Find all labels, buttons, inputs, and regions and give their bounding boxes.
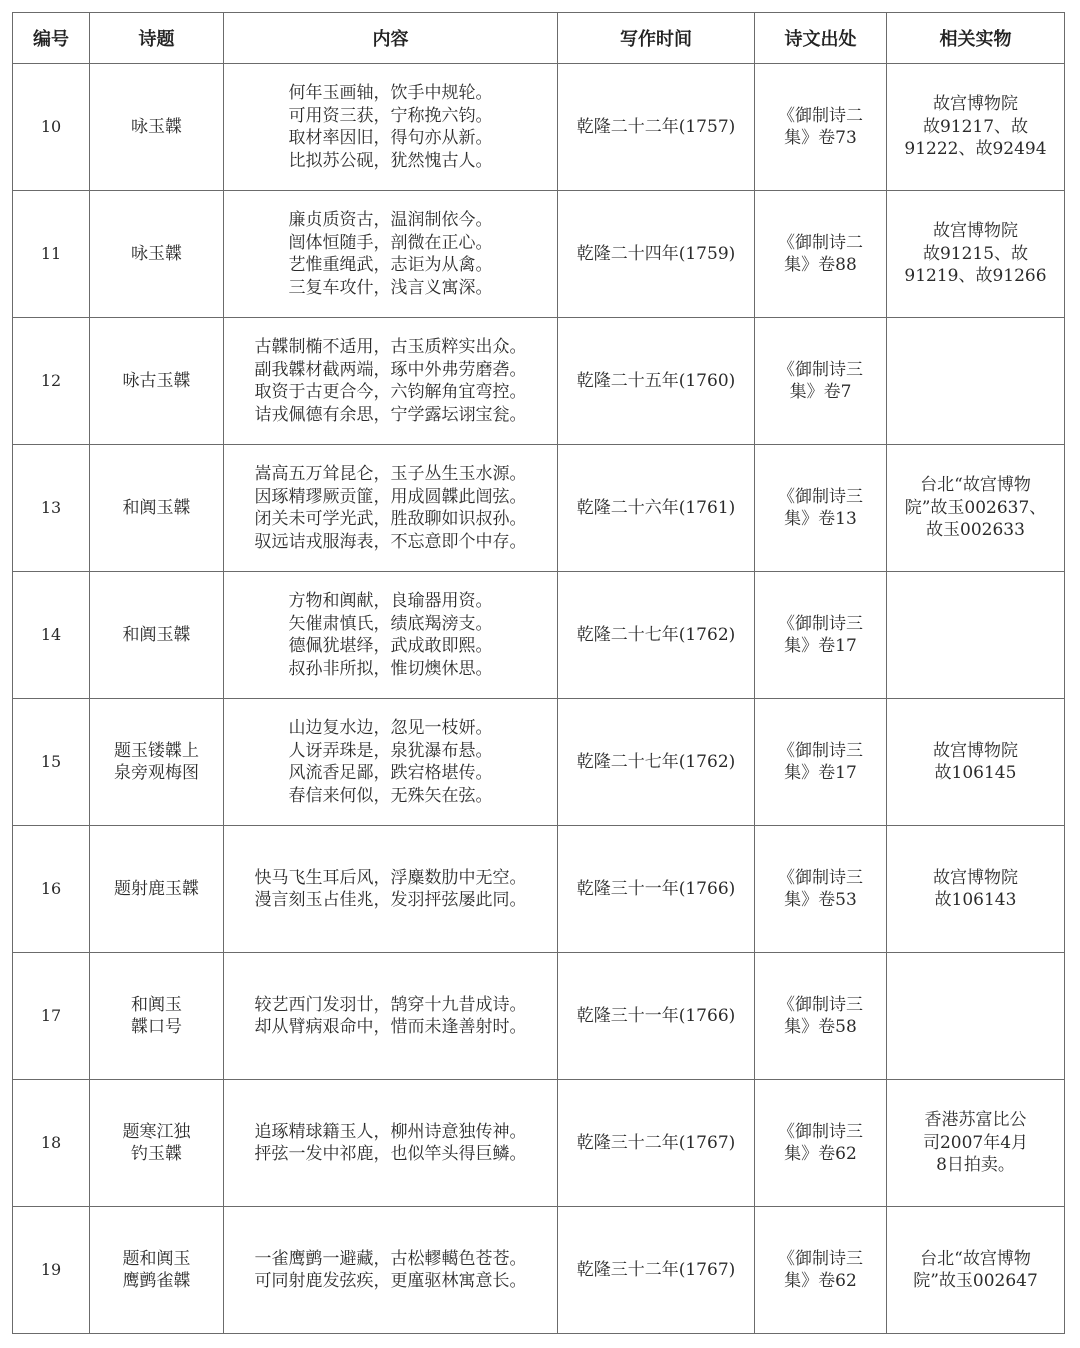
table-row (13, 1207, 1065, 1334)
writing-time-cell: 乾隆三十二年(1767) (558, 1080, 755, 1207)
related-artifact-cell (887, 191, 1065, 318)
artifact-line: 院”故玉002637、 (904, 497, 1047, 518)
artifact-line: 8日拍卖。 (936, 1155, 1015, 1176)
artifact-line: 故玉002633 (926, 520, 1025, 541)
table-row (13, 191, 1065, 318)
source-line: 集》卷88 (784, 255, 857, 275)
poem-title-cell (90, 826, 224, 953)
poem-content-line: 驭远诘戎服海表，不忘意即个中存。 (254, 531, 527, 552)
poem-title-cell (90, 1207, 224, 1334)
poem-content-line: 何年玉画轴，饮手中规轮。 (288, 83, 493, 103)
poem-content-cell (224, 699, 558, 826)
poem-table (12, 12, 1065, 1334)
poem-content-block (255, 336, 527, 426)
source-cell (755, 64, 887, 191)
row-number-cell: 15 (13, 699, 90, 826)
poem-content-block (289, 717, 493, 807)
writing-time-cell: 乾隆二十五年(1760) (558, 318, 755, 445)
source-line: 《御制诗三 (778, 613, 863, 634)
poem-content-line: 较艺西门发羽廿，鹄穿十九昔成诗。 (254, 994, 527, 1015)
source-cell (755, 699, 887, 826)
poem-content-line: 诘戎佩德有余思，宁学露坛诩宝瓮。 (254, 404, 527, 425)
header-related-artifact: 相关实物 (887, 13, 1065, 64)
artifact-line: 故106145 (934, 763, 1017, 783)
related-artifact-cell (887, 1080, 1065, 1207)
table-row (13, 445, 1065, 572)
source-cell (755, 953, 887, 1080)
source-line: 《御制诗三 (778, 359, 863, 380)
artifact-line: 故宫博物院 (933, 867, 1018, 888)
table-row (13, 318, 1065, 445)
poem-content-line: 可用资三获，宁称挽六钧。 (288, 105, 493, 126)
header-writing-time: 写作时间 (558, 13, 755, 64)
poem-content-line: 抨弦一发中祁鹿，也似竿头得巨鳞。 (254, 1144, 527, 1164)
source-line: 《御制诗二 (778, 232, 863, 253)
poem-content-line: 快马飞生耳后风，浮麋数肋中无空。 (254, 867, 527, 888)
poem-content-cell (224, 826, 558, 953)
artifact-line: 台北“故宫博物 (920, 1248, 1031, 1269)
poem-title-cell (90, 1080, 224, 1207)
row-number-cell: 19 (13, 1207, 90, 1334)
header-row (13, 13, 1065, 64)
writing-time-cell: 乾隆二十七年(1762) (558, 572, 755, 699)
poem-title-cell (90, 445, 224, 572)
row-number-cell: 12 (13, 318, 90, 445)
related-artifact-cell (887, 572, 1065, 699)
header-poem-title: 诗题 (90, 13, 224, 64)
poem-content-line: 取材率因旧，得句亦从新。 (288, 128, 493, 148)
poem-title-cell (90, 64, 224, 191)
poem-title-line: 和阗玉韘 (122, 624, 191, 645)
poem-content-line: 漫言刻玉占佳兆，发羽抨弦屡此同。 (254, 890, 527, 910)
poem-content-line: 取资于古更合今，六钧解角宜弯控。 (254, 382, 527, 402)
header-source: 诗文出处 (755, 13, 887, 64)
poem-title-line: 和阗玉韘 (122, 497, 191, 518)
poem-content-block (289, 82, 493, 172)
poem-content-cell (224, 191, 558, 318)
source-cell (755, 318, 887, 445)
poem-title-cell (90, 318, 224, 445)
poem-title-line: 和阗玉 (131, 994, 182, 1015)
poem-content-line: 矢催肃慎氏，绩底羯滂支。 (288, 613, 493, 634)
writing-time-cell: 乾隆三十二年(1767) (558, 1207, 755, 1334)
header-number: 编号 (13, 13, 90, 64)
source-line: 《御制诗三 (778, 867, 863, 888)
source-line: 集》卷62 (784, 1144, 857, 1164)
poem-content-block (289, 209, 493, 299)
poem-content-block (255, 867, 527, 912)
writing-time-cell: 乾隆三十一年(1766) (558, 826, 755, 953)
source-line: 集》卷58 (784, 1017, 857, 1037)
table-row (13, 1080, 1065, 1207)
table-row (13, 953, 1065, 1080)
header-content: 内容 (224, 13, 558, 64)
poem-title-line: 韘口号 (131, 1017, 182, 1037)
poem-content-line: 山边复水边，忽见一枝妍。 (288, 718, 493, 738)
source-cell (755, 191, 887, 318)
poem-title-line: 题寒江独 (122, 1121, 191, 1142)
poem-content-line: 叔孙非所拟，惟切燠休思。 (288, 658, 493, 679)
artifact-line: 故106143 (934, 890, 1017, 910)
table-body (13, 64, 1065, 1334)
writing-time-cell: 乾隆二十二年(1757) (558, 64, 755, 191)
related-artifact-cell (887, 826, 1065, 953)
artifact-line: 院”故玉002647 (913, 1271, 1038, 1291)
artifact-line: 91222、故92494 (904, 139, 1047, 160)
poem-title-line: 咏玉韘 (131, 116, 182, 137)
poem-title-cell (90, 572, 224, 699)
poem-content-cell (224, 953, 558, 1080)
poem-title-cell (90, 699, 224, 826)
poem-title-cell (90, 953, 224, 1080)
source-line: 《御制诗三 (778, 740, 863, 761)
poem-content-line: 方物和阗献，良瑜器用资。 (288, 591, 493, 611)
related-artifact-cell (887, 953, 1065, 1080)
artifact-line: 台北“故宫博物 (920, 475, 1031, 496)
poem-content-line: 嵩高五万耸昆仑，玉子丛生玉水源。 (254, 464, 527, 484)
row-number-cell: 13 (13, 445, 90, 572)
writing-time-cell: 乾隆二十四年(1759) (558, 191, 755, 318)
poem-content-line: 却从臂病艰命中，惜而未逢善射时。 (254, 1017, 527, 1037)
poem-title-line: 鹰鹯雀韘 (122, 1271, 191, 1291)
row-number-cell: 16 (13, 826, 90, 953)
source-cell (755, 1207, 887, 1334)
poem-title-line: 题玉镂韘上 (114, 740, 199, 761)
poem-content-cell (224, 318, 558, 445)
poem-content-line: 闭关未可学光武，胜敌聊如识叔孙。 (254, 509, 527, 529)
artifact-line: 故91217、故 (922, 116, 1029, 137)
row-number-cell: 14 (13, 572, 90, 699)
source-line: 集》卷17 (784, 763, 857, 783)
poem-title-line: 钓玉韘 (131, 1144, 182, 1164)
poem-title-line: 咏古玉韘 (122, 370, 191, 391)
source-line: 《御制诗三 (778, 1248, 863, 1269)
related-artifact-cell (887, 445, 1065, 572)
poem-content-line: 德佩犹堪绎，武成敢即熙。 (288, 636, 493, 656)
table-row (13, 699, 1065, 826)
artifact-line: 故91215、故 (922, 243, 1029, 264)
poem-content-cell (224, 64, 558, 191)
poem-content-cell (224, 572, 558, 699)
poem-content-cell (224, 1080, 558, 1207)
row-number-cell: 11 (13, 191, 90, 318)
table-header (13, 13, 1065, 64)
row-number-cell: 10 (13, 64, 90, 191)
poem-content-line: 春信来何似，无殊矢在弦。 (288, 785, 493, 806)
source-cell (755, 826, 887, 953)
poem-content-block (255, 1121, 527, 1166)
source-line: 《御制诗三 (778, 486, 863, 507)
poem-content-block (255, 994, 527, 1039)
poem-content-line: 因琢精璆厥贡篚，用成圆韘此闿弦。 (254, 486, 527, 507)
related-artifact-cell (887, 64, 1065, 191)
writing-time-cell: 乾隆二十六年(1761) (558, 445, 755, 572)
poem-content-line: 闿体恒随手，剖微在正心。 (288, 232, 493, 253)
poem-content-line: 风流香足鄙，跌宕格堪传。 (288, 763, 493, 783)
table-row (13, 64, 1065, 191)
poem-title-line: 题射鹿玉韘 (114, 878, 199, 899)
source-cell (755, 445, 887, 572)
poem-title-line: 泉旁观梅图 (114, 763, 199, 783)
source-line: 集》卷17 (784, 636, 857, 656)
poem-content-block (255, 1248, 527, 1293)
artifact-line: 故宫博物院 (933, 740, 1018, 761)
poem-content-line: 艺惟重绳武，志讵为从禽。 (288, 255, 493, 275)
source-line: 集》卷13 (784, 509, 857, 529)
poem-content-line: 副我韘材截两端，琢中外弗劳磨砻。 (254, 359, 527, 380)
source-line: 《御制诗二 (778, 105, 863, 126)
writing-time-cell: 乾隆三十一年(1766) (558, 953, 755, 1080)
poem-content-line: 一雀鹰鹯一避藏，古松轇轕色苍苍。 (254, 1248, 527, 1269)
artifact-line: 故宫博物院 (933, 221, 1018, 242)
artifact-line: 司2007年4月 (922, 1132, 1029, 1153)
poem-content-line: 可同射鹿发弦疾，更廑驱林寓意长。 (254, 1271, 527, 1291)
poem-content-line: 比拟苏公砚，犹然愧古人。 (288, 150, 493, 171)
poem-title-line: 咏玉韘 (131, 243, 182, 264)
poem-content-cell (224, 445, 558, 572)
poem-title-line: 题和阗玉 (122, 1248, 191, 1269)
related-artifact-cell (887, 699, 1065, 826)
poem-title-cell (90, 191, 224, 318)
table-row (13, 826, 1065, 953)
poem-content-block (289, 590, 493, 680)
source-cell (755, 572, 887, 699)
poem-content-line: 古韘制椭不适用，古玉质粹实出众。 (254, 337, 527, 357)
row-number-cell: 17 (13, 953, 90, 1080)
source-line: 集》卷62 (784, 1271, 857, 1291)
poem-content-line: 廉贞质资古，温润制依今。 (288, 210, 493, 230)
related-artifact-cell (887, 318, 1065, 445)
artifact-line: 91219、故91266 (904, 266, 1047, 287)
poem-content-line: 追琢精球籍玉人，柳州诗意独传神。 (254, 1121, 527, 1142)
poem-content-block (255, 463, 527, 553)
poem-content-line: 三复车攻什，浅言义寓深。 (288, 277, 493, 298)
artifact-line: 香港苏富比公 (924, 1110, 1027, 1131)
source-line: 《御制诗三 (778, 1121, 863, 1142)
source-line: 集》卷7 (789, 382, 852, 402)
source-line: 集》卷73 (784, 128, 857, 148)
source-line: 《御制诗三 (778, 994, 863, 1015)
related-artifact-cell (887, 1207, 1065, 1334)
artifact-line: 故宫博物院 (933, 94, 1018, 115)
source-cell (755, 1080, 887, 1207)
source-line: 集》卷53 (784, 890, 857, 910)
row-number-cell: 18 (13, 1080, 90, 1207)
poem-content-line: 人讶弄珠是，泉犹瀑布悬。 (288, 740, 493, 761)
poem-content-cell (224, 1207, 558, 1334)
table-row (13, 572, 1065, 699)
writing-time-cell: 乾隆二十七年(1762) (558, 699, 755, 826)
